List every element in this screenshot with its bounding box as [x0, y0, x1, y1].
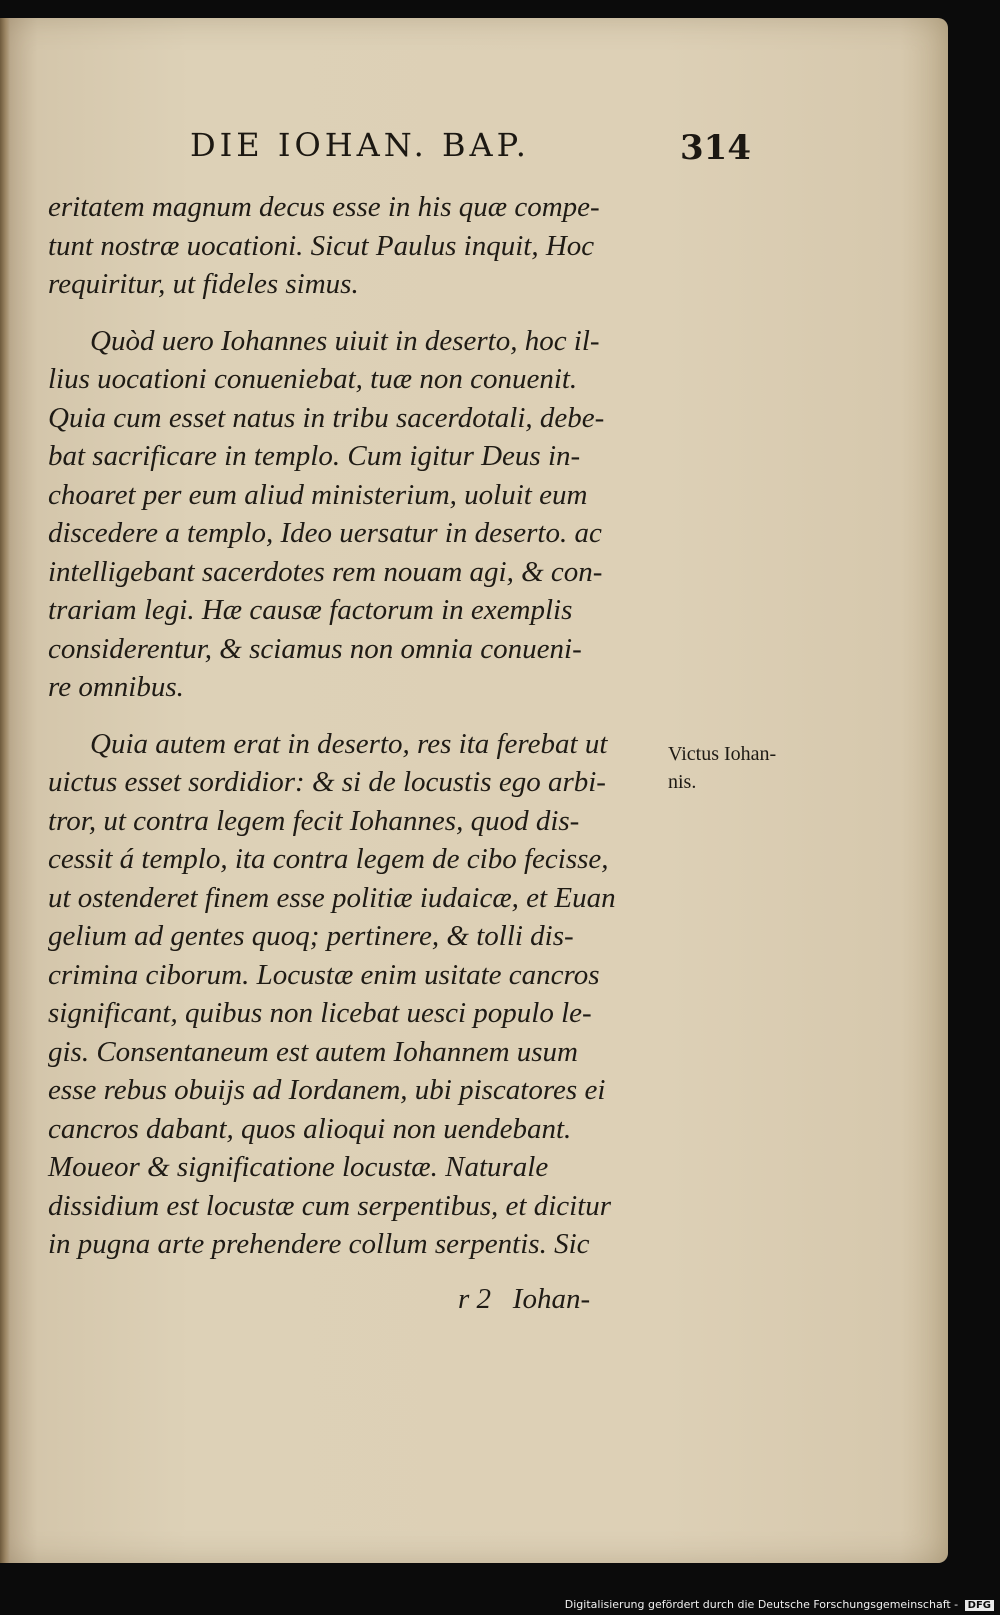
- marginal-note-line: Victus Iohan-: [668, 743, 777, 765]
- text-line: lius uocationi conueniebat, tuæ non conuenit.: [48, 363, 578, 395]
- text-line: cancros dabant, quos alioqui non uendebant.: [48, 1112, 572, 1145]
- text-line: in pugna arte prehendere collum serpentis. Sic: [48, 1228, 590, 1260]
- running-title: DIE IOHAN. BAP.: [190, 126, 530, 164]
- text-line: tunt nostræ uocationi. Sicut Paulus inquit, Hoc: [48, 229, 595, 262]
- text-line: discedere a templo, Ideo uersatur in deserto. ac: [48, 517, 602, 549]
- text-line: dissidium est locustæ cum serpentibus, et dicitur: [48, 1189, 612, 1222]
- text-line: uictus esset sordidior: & si de locustis ego arbi-: [48, 766, 606, 798]
- text-line: cessit á templo, ita contra legem de cibo fecisse,: [48, 843, 609, 875]
- text-line: ut ostenderet finem esse politiæ iudaicæ, et Euan: [48, 881, 616, 914]
- body-text: [48, 188, 678, 1264]
- text-line: crimina ciborum. Locustæ enim usitate cancros: [48, 958, 600, 991]
- catchword: r 2 Iohan-: [458, 1283, 591, 1315]
- text-line: significant, quibus non licebat uesci populo le-: [48, 997, 592, 1029]
- book-spine-edge: [0, 18, 10, 1563]
- marginal-note: [668, 740, 818, 796]
- text-line: choaret per eum aliud ministerium, uoluit eum: [48, 478, 588, 511]
- text-line: gelium ad gentes quoq; pertinere, & tolli dis-: [48, 920, 574, 952]
- text-line: Quia cum esset natus in tribu sacerdotali, debe-: [48, 401, 605, 434]
- text-line: intelligebant sacerdotes rem nouam agi, & con-: [48, 555, 603, 588]
- page-number: 314: [680, 128, 751, 168]
- text-line: esse rebus obuijs ad Iordanem, ubi piscatores ei: [48, 1074, 606, 1106]
- text-line: trariam legi. Hæ causæ factorum in exemplis: [48, 594, 573, 626]
- text-line: gis. Consentaneum est autem Iohannem usum: [48, 1035, 579, 1068]
- text-line: Quia autem erat in deserto, res ita ferebat ut: [90, 727, 608, 760]
- text-line: considerentur, & sciamus non omnia conueni-: [48, 632, 582, 665]
- dfg-logo-icon: DFG: [965, 1600, 994, 1611]
- text-line: Moueor & significatione locustæ. Naturale: [48, 1151, 549, 1183]
- text-line: requiritur, ut fideles simus.: [48, 268, 359, 300]
- text-line: Quòd uero Iohannes uiuit in deserto, hoc il-: [90, 324, 600, 357]
- marginal-note-line: nis.: [668, 771, 697, 793]
- credit-text: Digitalisierung gefördert durch die Deutsche Forschungsgemeinschaft -: [564, 1598, 959, 1611]
- text-line: re omnibus.: [48, 671, 184, 703]
- text-line: bat sacrificare in templo. Cum igitur Deus in-: [48, 440, 581, 472]
- digitization-credit: [565, 1598, 994, 1611]
- book-page: [0, 18, 948, 1563]
- text-line: eritatem magnum decus esse in his quæ compe-: [48, 191, 600, 223]
- text-line: tror, ut contra legem fecit Iohannes, quod dis-: [48, 804, 580, 837]
